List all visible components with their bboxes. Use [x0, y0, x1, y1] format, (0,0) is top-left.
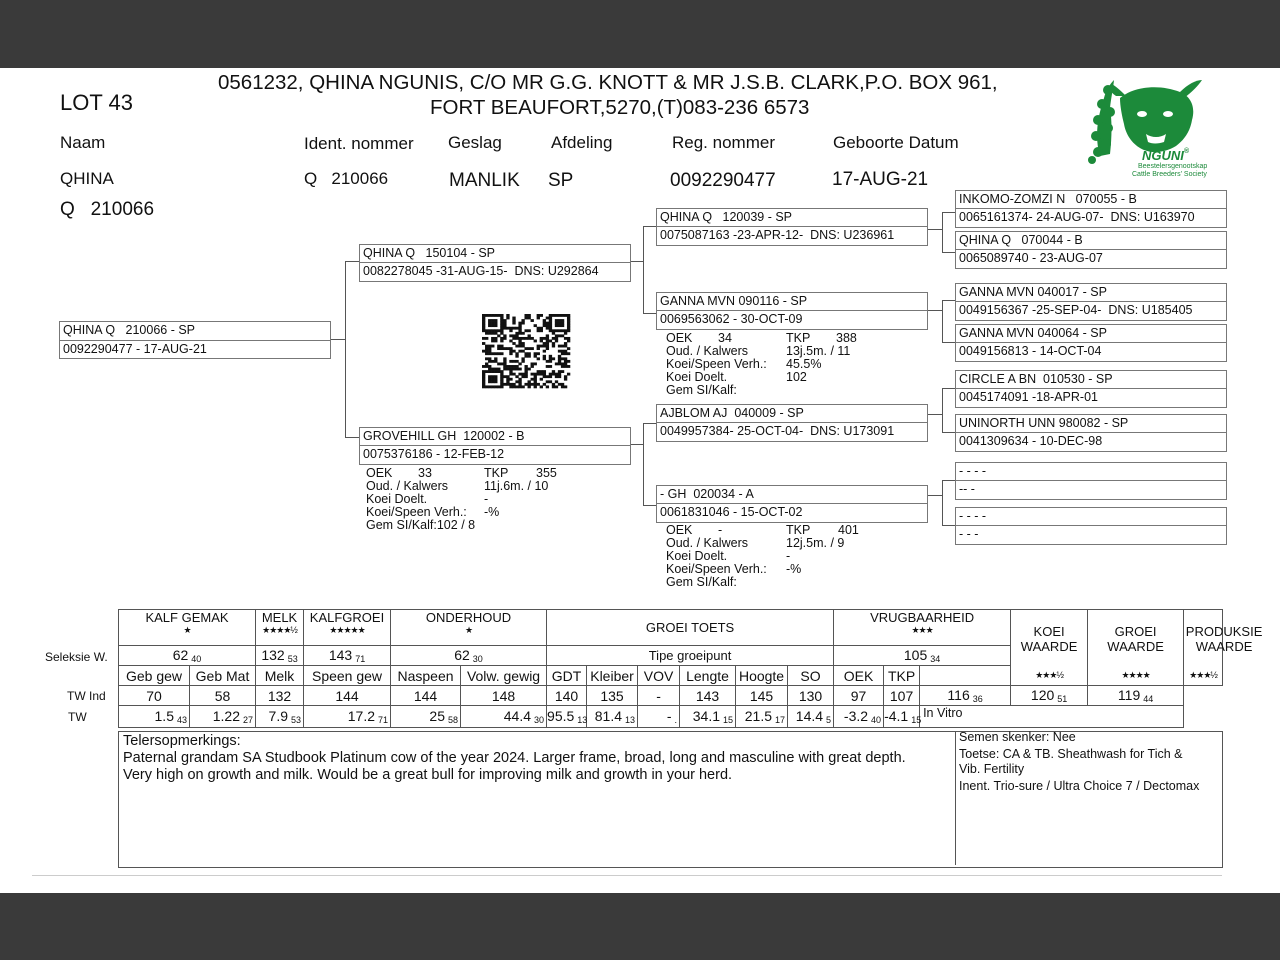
label-reg-nommer: Reg. nommer	[672, 133, 775, 152]
onderhoud-stars: ★	[464, 625, 473, 635]
pedigree-sdd-name: GANNA MVN 040064 - SP	[959, 326, 1107, 340]
pedigree-dsd-reg: 0041309634 - 10-DEC-98	[959, 434, 1103, 448]
sd-oud: 13j.5m. / 11	[786, 344, 851, 358]
dd-koei-doelt: -	[786, 549, 791, 563]
toetse-line-1: Toetse: CA & TB. Sheathwash for Tich &	[959, 747, 1183, 761]
pedigree-dam-dam	[656, 485, 928, 523]
pedigree-animal	[59, 321, 331, 359]
pedigree-sdd-reg: 0049156813 - 14-OCT-04	[959, 344, 1102, 358]
pedigree-sire-dam	[656, 292, 928, 330]
group-groei-toets: GROEI TOETS	[547, 610, 834, 646]
subheader-cell: Hoogte	[736, 666, 788, 686]
tw-ind-waarde-cell: 116 $_{36}$	[920, 686, 1011, 706]
pedigree-sds-name: GANNA MVN 040017 - SP	[959, 285, 1107, 299]
sd-stats	[666, 332, 926, 397]
stat-label-koei-doelt: Koei Doelt.	[366, 492, 428, 506]
lot-number: LOT 43	[60, 90, 133, 115]
seleksie-kalfgroei: 143 $_{71}$	[304, 646, 391, 666]
tw-cell: -3.2 $_{40}$	[834, 706, 884, 728]
logo-subtitle-2: Cattle Breeders' Society	[1132, 171, 1207, 178]
tw-cell: 81.4 $_{13}$	[587, 706, 638, 728]
pedigree-dds	[955, 462, 1227, 500]
value-ident: Q 210066	[304, 169, 389, 188]
seleksie-kalf-gemak: 62 $_{40}$	[119, 646, 256, 666]
dam-gem: 102 / 8	[436, 518, 476, 532]
pedigree-ds-reg: 0049957384- 25-OCT-04- DNS: U173091	[660, 424, 895, 438]
tw-ind-cell: 58	[190, 686, 256, 706]
breeding-values-table	[118, 609, 1263, 728]
label-ident: Ident. nommer	[304, 134, 414, 153]
stat-label-koei-speen: Koei/Speen Verh.:	[666, 562, 767, 576]
connector	[643, 226, 656, 227]
tw-ind-waarde-cell: 119 $_{44}$	[1088, 686, 1184, 706]
label-geboorte-datum: Geboorte Datum	[833, 133, 959, 152]
connector	[345, 261, 359, 262]
connector	[643, 505, 656, 506]
connector	[643, 313, 656, 314]
group-vrugbaarheid: VRUGBAARHEID ★★★	[834, 610, 1011, 646]
breeder-line-2: FORT BEAUFORT,5270,(T)083-236 6573	[430, 96, 810, 119]
dam-oud: 11j.6m. / 10	[484, 479, 549, 493]
connector	[942, 300, 955, 301]
stat-label-gem: Gem SI/Kalf:	[366, 518, 437, 532]
seleksie-vrugbaarheid: 105 $_{34}$	[834, 646, 1011, 666]
sd-koei-speen: 45.5%	[786, 357, 822, 371]
stat-label-tkp: TKP	[786, 331, 811, 345]
connector	[926, 495, 942, 496]
dd-stats	[666, 524, 926, 589]
stat-label-oud: Oud. / Kalwers	[366, 479, 448, 493]
remarks-line-2: Very high on growth and milk. Would be a great bull for improving milk and growth in your herd.	[123, 767, 733, 783]
seleksie-melk: 132 $_{53}$	[256, 646, 304, 666]
pedigree-sss	[955, 190, 1227, 228]
pedigree-ss-reg: 0075087163 -23-APR-12- DNS: U236961	[660, 228, 895, 242]
dd-tkp: 401	[838, 523, 859, 537]
connector	[942, 480, 943, 525]
tipe-groeipunt: Tipe groeipunt	[547, 646, 834, 666]
semen-skenker: Semen skenker: Nee	[959, 730, 1076, 744]
connector	[942, 342, 955, 343]
stat-label-koei-speen: Koei/Speen Verh.:	[666, 357, 767, 371]
produksie-waarde-stars: ★★★½	[1189, 670, 1217, 680]
stat-label-oek: OEK	[666, 523, 693, 537]
pedigree-dds-name: - - - -	[959, 464, 987, 478]
pedigree-ddd-name: - - - -	[959, 509, 987, 523]
pedigree-sds-reg: 0049156367 -25-SEP-04- DNS: U185405	[959, 303, 1193, 317]
tw-cell: -4.1 $_{15}$	[884, 706, 920, 728]
dd-oud: 12j.5m. / 9	[786, 536, 845, 550]
group-groei-waarde: GROEI WAARDE ★★★★	[1088, 610, 1184, 686]
subheader-cell: Melk	[256, 666, 304, 686]
pedigree-ssd-name: QHINA Q 070044 - B	[959, 233, 1083, 247]
group-kalf-gemak: KALF GEMAK ★	[119, 610, 256, 646]
toetse-line-2: Vib. Fertility	[959, 762, 1025, 776]
group-produksie-waarde: PRODUKSIE WAARDE ★★★½	[1184, 610, 1223, 686]
subheader-cell: SO	[788, 666, 834, 686]
connector	[926, 229, 942, 230]
pedigree-dd-reg: 0061831046 - 15-OCT-02	[660, 505, 803, 519]
remarks-title: Telersopmerkings:	[123, 733, 241, 749]
groei-waarde-stars: ★★★★	[1121, 670, 1150, 680]
connector	[942, 388, 943, 432]
subheader-cell: Kleiber	[587, 666, 638, 686]
tw-ind-cell: 140	[547, 686, 587, 706]
remarks-box	[118, 731, 1223, 868]
dam-koei-doelt: -	[484, 492, 489, 506]
pedigree-sdd	[955, 324, 1227, 362]
subheader-cell: Naspeen	[391, 666, 461, 686]
subheader-cell: Geb gew	[119, 666, 190, 686]
subheader-cell: GDT	[547, 666, 587, 686]
pedigree-dsd	[955, 414, 1227, 452]
tw-ind-cell: 97	[834, 686, 884, 706]
pedigree-ddd	[955, 507, 1227, 545]
subheader-cell: Geb Mat	[190, 666, 256, 686]
connector	[345, 261, 346, 437]
pedigree-dd-name: - GH 020034 - A	[660, 487, 754, 501]
tw-ind-cell: 145	[736, 686, 788, 706]
dd-koei-speen: -%	[786, 562, 802, 576]
pedigree-ddd-reg: - - -	[959, 527, 979, 541]
sd-koei-doelt: 102	[786, 370, 807, 384]
stat-label-gem: Gem SI/Kalf:	[666, 383, 737, 397]
stat-label-tkp: TKP	[786, 523, 811, 537]
pedigree-ssd	[955, 231, 1227, 269]
tw-cell: 21.5 $_{17}$	[736, 706, 788, 728]
logo-name: NGUNI	[1142, 148, 1184, 163]
pedigree-dsd-name: UNINORTH UNN 980082 - SP	[959, 416, 1129, 430]
pedigree-sire	[359, 244, 631, 282]
dam-stats	[366, 467, 626, 532]
logo-subtitle-1: Beestelersgenootskap	[1138, 163, 1208, 170]
sd-oek: 34	[718, 331, 732, 345]
subheader-cell: Volw. gewig	[461, 666, 547, 686]
pedigree-dds-reg: -- -	[959, 482, 975, 496]
pedigree-ds-name: AJBLOM AJ 040009 - SP	[660, 406, 804, 420]
group-onderhoud: ONDERHOUD ★	[391, 610, 547, 646]
melk-stars: ★★★★½	[262, 625, 297, 635]
pedigree-sds	[955, 283, 1227, 321]
group-kalfgroei: KALFGROEI ★★★★★	[304, 610, 391, 646]
value-naam: QHINA	[60, 169, 114, 188]
remarks-divider	[955, 732, 956, 865]
label-seleksie: Seleksie W.	[45, 650, 108, 664]
pedigree-ssd-reg: 0065089740 - 23-AUG-07	[959, 251, 1103, 265]
connector	[643, 423, 656, 424]
value-geslag: MANLIK	[449, 170, 520, 191]
animal-subtitle: Q 210066	[60, 199, 155, 220]
inent: Inent. Trio-sure / Ultra Choice 7 / Dectomax	[959, 779, 1200, 793]
value-afdeling: SP	[548, 170, 574, 191]
connector	[942, 480, 955, 481]
tw-ind-cell: 107	[884, 686, 920, 706]
tw-ind-waarde-cell: 120 $_{51}$	[1011, 686, 1088, 706]
koei-waarde-stars: ★★★½	[1035, 670, 1063, 680]
pedigree-sire-reg: 0082278045 -31-AUG-15- DNS: U292864	[363, 264, 599, 278]
pedigree-sd-reg: 0069563062 - 30-OCT-09	[660, 312, 803, 326]
stat-label-oek: OEK	[366, 466, 393, 480]
connector	[345, 437, 359, 438]
tw-ind-cell: 144	[391, 686, 461, 706]
label-naam: Naam	[60, 133, 106, 152]
tw-ind-cell: 148	[461, 686, 547, 706]
stat-label-oud: Oud. / Kalwers	[666, 344, 748, 358]
tw-ind-cell: -	[638, 686, 680, 706]
connector	[629, 444, 643, 445]
pedigree-dss	[955, 370, 1227, 408]
nguni-logo	[1080, 76, 1230, 180]
label-geslag: Geslag	[448, 133, 502, 152]
tw-ind-cell: 135	[587, 686, 638, 706]
pedigree-sd-name: GANNA MVN 090116 - SP	[660, 294, 808, 308]
stat-label-gem: Gem SI/Kalf:	[666, 575, 737, 589]
connector	[942, 388, 955, 389]
connector	[329, 339, 345, 340]
pedigree-ss-name: QHINA Q 120039 - SP	[660, 210, 793, 224]
subheader-cell: TKP	[884, 666, 920, 686]
subheader-cell: OEK	[834, 666, 884, 686]
label-tw: TW	[68, 710, 87, 724]
tw-ind-cell: 143	[680, 686, 736, 706]
connector	[629, 261, 643, 262]
pedigree-sss-name: INKOMO-ZOMZI N 070055 - B	[959, 192, 1137, 206]
breeder-line-1: 0561232, QHINA NGUNIS, C/O MR G.G. KNOTT & MR J.S.B. CLARK,P.O. BOX 961,	[218, 71, 998, 94]
pedigree-dam-reg: 0075376186 - 12-FEB-12	[363, 447, 505, 461]
stat-label-oek: OEK	[666, 331, 693, 345]
bottom-divider	[32, 875, 1222, 876]
pedigree-dam	[359, 427, 631, 465]
group-koei-waarde: KOEI WAARDE ★★★½	[1011, 610, 1088, 686]
tw-ind-cell: 144	[304, 686, 391, 706]
pedigree-sss-reg: 0065161374- 24-AUG-07- DNS: U163970	[959, 210, 1195, 224]
bottom-frame-bar	[0, 893, 1280, 960]
pedigree-animal-name: QHINA Q 210066 - SP	[63, 323, 196, 337]
kalfgroei-stars: ★★★★★	[329, 625, 365, 635]
connector	[643, 226, 644, 314]
connector	[942, 212, 943, 252]
tw-ind-cell: 132	[256, 686, 304, 706]
stat-label-oud: Oud. / Kalwers	[666, 536, 748, 550]
group-melk: MELK ★★★★½	[256, 610, 304, 646]
connector	[643, 423, 644, 506]
tw-cell: 25 $_{58}$	[391, 706, 461, 728]
dd-oek: -	[718, 523, 723, 537]
remarks-line-1: Paternal grandam SA Studbook Platinum cow of the year 2024. Larger frame, broad, long and masculine with great depth.	[123, 750, 906, 766]
stat-label-koei-speen: Koei/Speen Verh.:	[366, 505, 467, 519]
dam-koei-speen: -%	[484, 505, 500, 519]
pedigree-dam-name: GROVEHILL GH 120002 - B	[363, 429, 525, 443]
top-frame-bar	[0, 0, 1280, 68]
kalf-gemak-stars: ★	[183, 625, 191, 635]
tw-cell: 7.9 $_{53}$	[256, 706, 304, 728]
subheader-cell: VOV	[638, 666, 680, 686]
label-tw-ind: TW Ind	[67, 689, 106, 703]
seleksie-onderhoud: 62 $_{30}$	[391, 646, 547, 666]
connector	[942, 300, 943, 342]
stat-label-tkp: TKP	[484, 466, 509, 480]
pedigree-sire-sire	[656, 208, 928, 246]
pedigree-sire-name: QHINA Q 150104 - SP	[363, 246, 496, 260]
in-vitro-cell: In Vitro	[920, 706, 1184, 728]
pedigree-dam-sire	[656, 404, 928, 442]
connector	[942, 432, 955, 433]
vrugbaarheid-stars: ★★★	[911, 625, 933, 635]
tw-cell: - $_.$	[638, 706, 680, 728]
tw-cell: 44.4 $_{30}$	[461, 706, 547, 728]
value-reg-nommer: 0092290477	[670, 170, 776, 191]
connector	[942, 525, 955, 526]
dam-tkp: 355	[536, 466, 557, 480]
subheader-cell: Lengte	[680, 666, 736, 686]
tw-cell: 1.22 $_{27}$	[190, 706, 256, 728]
pedigree-dss-reg: 0045174091 -18-APR-01	[959, 390, 1098, 404]
pedigree-dss-name: CIRCLE A BN 010530 - SP	[959, 372, 1113, 386]
tw-cell: 1.5 $_{43}$	[119, 706, 190, 728]
pedigree-animal-reg: 0092290477 - 17-AUG-21	[63, 342, 207, 356]
sd-tkp: 388	[836, 331, 857, 345]
tw-ind-cell: 70	[119, 686, 190, 706]
connector	[926, 310, 942, 311]
tw-cell: 95.5 $_{13}$	[547, 706, 587, 728]
stat-label-koei-doelt: Koei Doelt.	[666, 549, 728, 563]
tw-cell: 17.2 $_{71}$	[304, 706, 391, 728]
stat-label-koei-doelt: Koei Doelt.	[666, 370, 728, 384]
tw-ind-cell: 130	[788, 686, 834, 706]
value-geboorte-datum: 17-AUG-21	[832, 169, 929, 190]
connector	[926, 414, 942, 415]
subheader-cell: Speen gew	[304, 666, 391, 686]
dam-oek: 33	[418, 466, 432, 480]
tw-cell: 34.1 $_{15}$	[680, 706, 736, 728]
connector	[942, 212, 955, 213]
qr-code	[482, 314, 570, 388]
connector	[942, 252, 955, 253]
label-afdeling: Afdeling	[551, 133, 613, 152]
tw-cell: 14.4 $_5$	[788, 706, 834, 728]
logo-registered-mark: ®	[1183, 148, 1190, 155]
